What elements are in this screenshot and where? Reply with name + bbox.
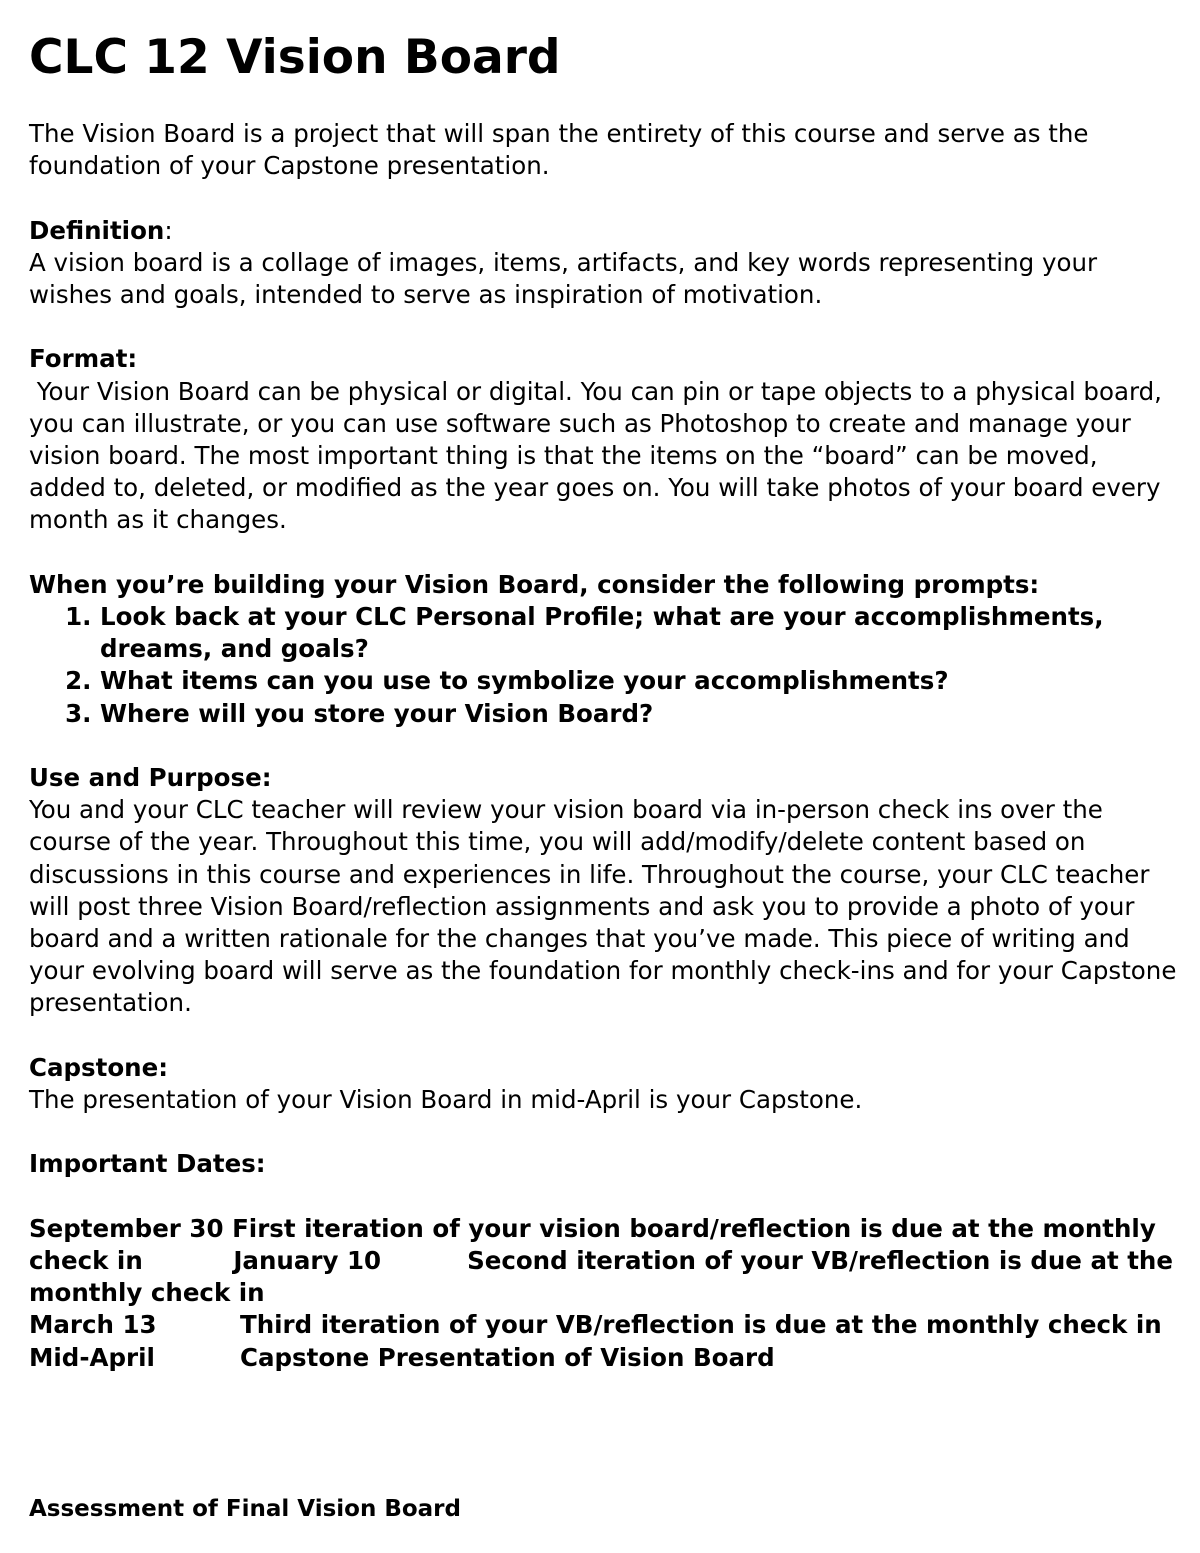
definition-colon: : — [164, 215, 173, 245]
prompts-list — [29, 601, 1177, 730]
page-title: CLC 12 Vision Board — [29, 30, 561, 85]
date-label: March 13 — [29, 1310, 157, 1340]
date-description: Capstone Presentation of Vision Board — [240, 1342, 775, 1372]
use-purpose-body: You and your CLC teacher will review your vision board via in-person check ins over the course of the year. Throughout this time, you will add/modify/delete content based on discussions in this course and experiences in life. Throughout the course, your CLC teacher will post three Vision Board/reflection assignments and ask you to provide a photo of your board and a written rationale for the changes that you’ve made. This piece of writing and your evolving board will serve as the foundation for monthly check-ins and for your Capstone presentation. — [29, 795, 1177, 1018]
date-row — [29, 1309, 1177, 1341]
dates-list — [29, 1213, 1177, 1374]
definition-heading-text: Definition — [29, 215, 165, 245]
capstone-body: The presentation of your Vision Board in mid-April is your Capstone. — [29, 1085, 863, 1115]
date-row — [29, 1342, 1177, 1374]
date-label: January 10 — [233, 1246, 382, 1275]
spacer — [29, 311, 1177, 343]
prompt-item: 2. What items can you use to symbolize your accomplishments? — [100, 665, 1177, 697]
date-description: Second iteration of your VB/reflection is due at the monthly check in — [29, 1246, 1173, 1308]
use-purpose-heading: Use and Purpose: — [29, 763, 272, 792]
document-page — [29, 30, 1177, 1374]
date-label: September 30 — [29, 1213, 224, 1243]
prompts-heading: When you’re building your Vision Board, consider the following prompts: — [29, 569, 1040, 599]
date-description: First iteration of your vision board/reflection is due at the monthly check in — [29, 1213, 1156, 1275]
definition-body: A vision board is a collage of images, items, artifacts, and key words representing your wishes and goals, intended to serve as inspiration of motivation. — [29, 247, 1098, 309]
dates-heading: Important Dates: — [29, 1149, 266, 1179]
format-heading: Format: — [29, 344, 138, 374]
spacer — [29, 1181, 1177, 1213]
date-description: Third iteration of your VB/reflection is due at the monthly check in — [240, 1310, 1162, 1340]
spacer — [29, 1020, 1177, 1052]
spacer — [29, 182, 1177, 214]
date-row — [29, 1213, 1177, 1310]
spacer — [29, 1116, 1177, 1148]
spacer — [29, 537, 1177, 569]
assessment-heading: Assessment of Final Vision Board — [29, 1496, 461, 1522]
spacer — [29, 730, 1177, 762]
date-label: Mid-April — [29, 1342, 155, 1372]
definition-heading — [29, 215, 1177, 247]
intro-paragraph: The Vision Board is a project that will span the entirety of this course and serve as the foundation of your Capstone presentation. — [29, 119, 1089, 181]
prompt-item: 3. Where will you store your Vision Board? — [100, 698, 1177, 730]
prompt-item: 1. Look back at your CLC Personal Profile; what are your accomplishments, dreams, and goals? — [100, 601, 1177, 665]
format-body: Your Vision Board can be physical or digital. You can pin or tape objects to a physical board, you can illustrate, or you can use software such as Photoshop to create and manage your vision board. The most important thing is that the items on the “board” can be moved, added to, deleted, or modified as the year goes on. You will take photos of your board every month as it changes. — [29, 376, 1170, 535]
capstone-heading: Capstone: — [29, 1052, 169, 1082]
